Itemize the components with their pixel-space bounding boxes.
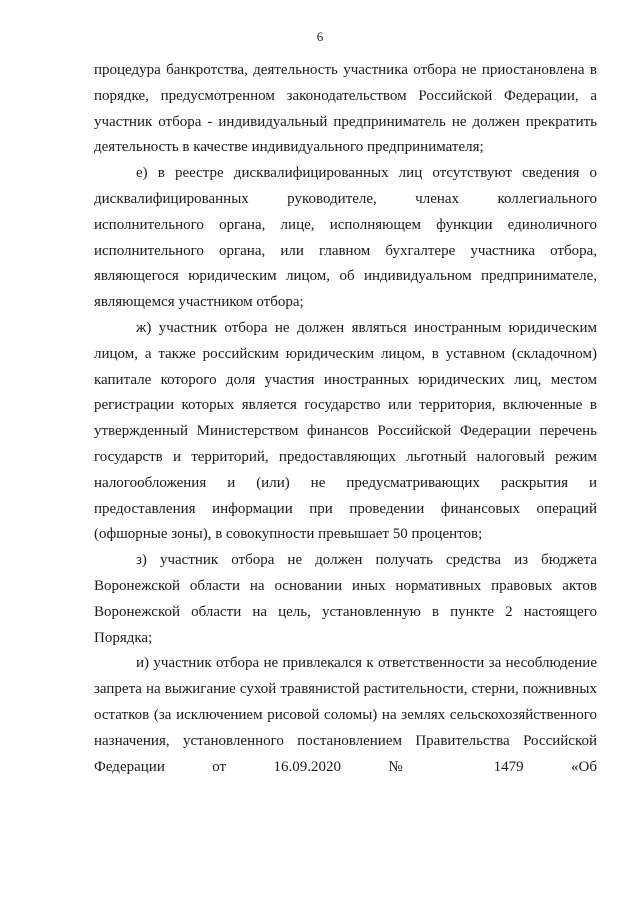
page-number: 6 xyxy=(316,29,324,44)
paragraph-item-zh: ж) участник отбора не должен являться иностранным юридическим лицом, а также российским юридическим лицом, в уставном (складочном) капитале которого доля участия иностранных юридических лиц, местом регистрации которых является государство или территория, включенные в утвержденный Министерством финансов Российской Федерации перечень государств и территорий, предоставляющих льготный налоговый режим налогообложения и (или) не предусматривающих раскрытия и предоставления информации при проведении финансовых операций (офшорные зоны), в совокупности превышает 50 процентов; xyxy=(94,319,597,543)
paragraph-item-e: е) в реестре дисквалифицированных лиц отсутствуют сведения о дисквалифицированных руководителе, членах коллегиального исполнительного органа, лице, исполняющем функции единоличного исполнительного органа, или главном бухгалтере участника отбора, являющегося юридическим лицом, об индивидуальном предпринимателе, являющемся участником отбора; xyxy=(94,165,597,311)
paragraph-item-i: и) участник отбора не привлекался к ответственности за несоблюдение запрета на выжигание сухой травянистой растительности, стерни, пожнивных остатков (за исключением рисовой соломы) на землях сельскохозяйственного назначения, установленного постановлением Правительства Российской Федерации от 16.09.2020 № 1479 «Об xyxy=(94,655,597,775)
paragraph-continuation: процедура банкротства, деятельность участника отбора не приостановлена в порядке, предусмотренном законодательством Российской Федерации, а участник отбора - индивидуальный предприниматель не должен прекратить деятельность в качестве индивидуального предпринимателя; xyxy=(94,62,597,156)
paragraph-item-z: з) участник отбора не должен получать средства из бюджета Воронежской области на основании иных нормативных правовых актов Воронежской области на цель, установленную в пункте 2 настоящего Порядка; xyxy=(94,552,597,646)
document-body xyxy=(94,58,597,780)
